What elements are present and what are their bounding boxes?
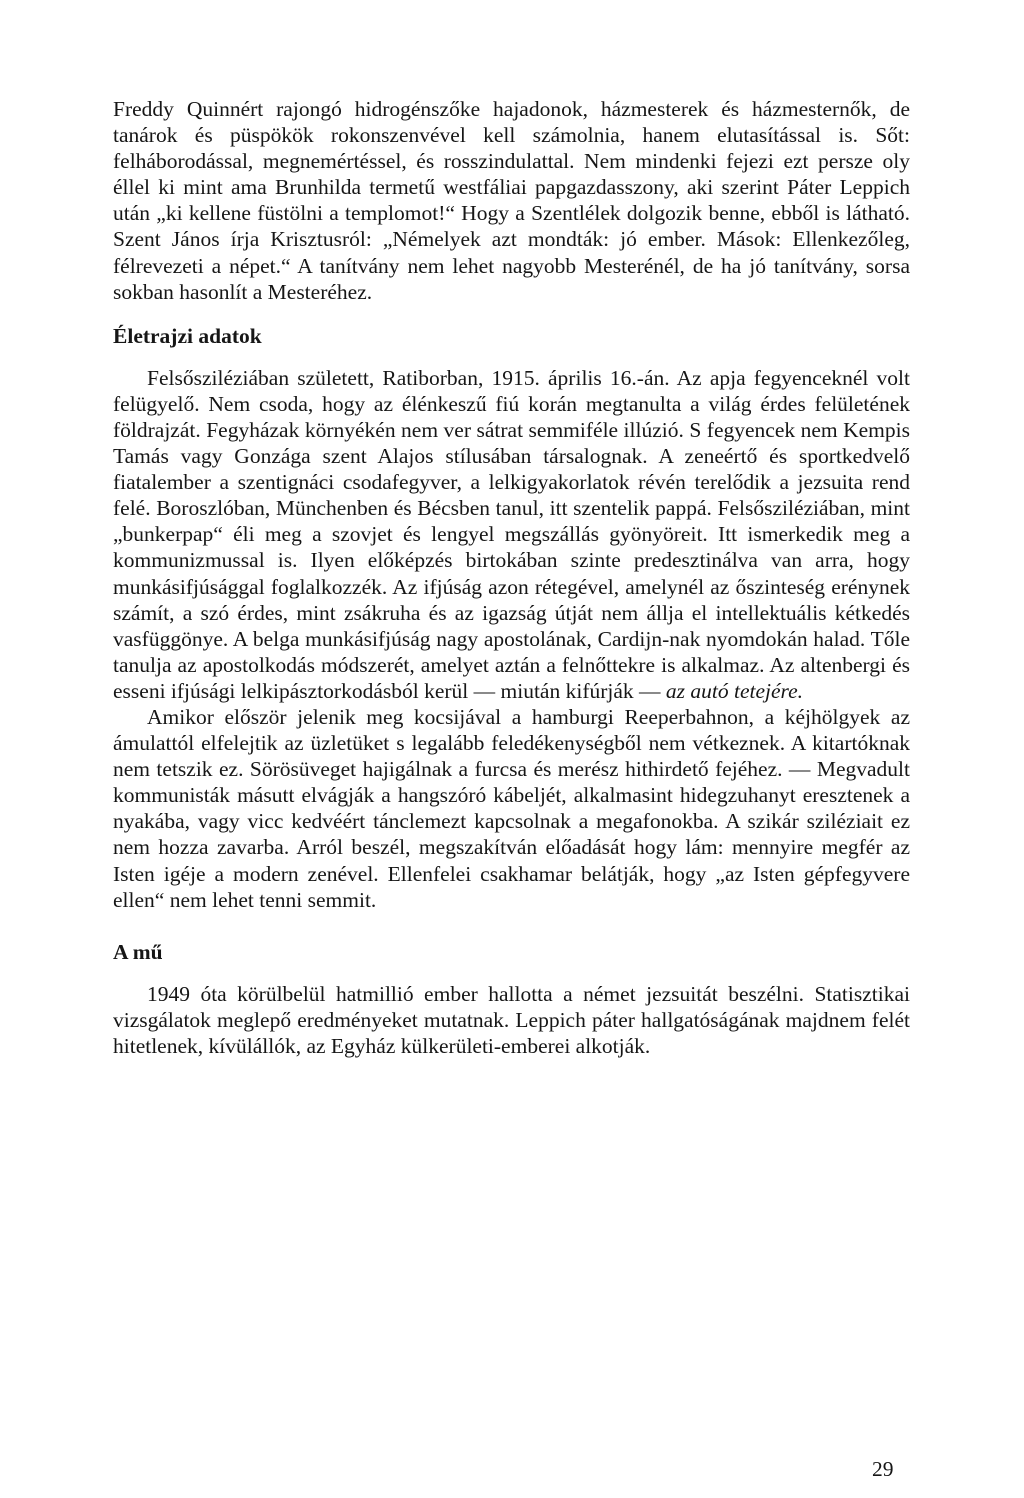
intro-paragraph: Freddy Quinnért rajongó hidrogénszőke hajadonok, házmesterek és házmesternők, de tanárok és püspökök rokonszenvével kell számolnia, hanem elutasítással is. Sőt: felháborodással, megnemértéssel, és rosszindulattal. Nem mindenki fejezi ezt persze oly éllel ki mint ama Brunhilda termetű westfáliai papgazdasszony, aki szerint Páter Leppich után „ki kellene füstölni a templomot!“ Hogy a Szentlélek dolgozik benne, ebből is látható. Szent János írja Krisztusról: „Némelyek azt mondták: jó ember. Mások: Ellenkezőleg, félrevezeti a népet.“ A tanítvány nem lehet nagyobb Mesterénél, de ha jó tanítvány, sorsa sokban hasonlít a Mesteréhez.	[113, 97, 910, 304]
biography-paragraph-2: Amikor először jelenik meg kocsijával a hamburgi Reeperbahnon, a kéjhölgyek az ámulattól elfelejtik az üzletüket s legalább feledékenységből nem vétkeznek. A kitartóknak nem tetszik ez. Sörösüveget hajigálnak a furcsa és merész hithirdető fejéhez. — Megvadult kommunisták másutt elvágják a hangszóró kábeljét, alkalmasint hidegzuhanyt eresztenek a nyakába, vagy vicc kedvéért tánclemezt kapcsolnak a megafonokba. A szikár sziléziait ez nem hozza zavarba. Arról beszél, megszakítván előadását hogy lám: mennyire megfér az Isten igéje a modern zenével. Ellenfelei csakhamar belátják, hogy „az Isten gépfegyvere ellen“ nem lehet tenni semmit.	[113, 704, 910, 912]
page-number: 29	[872, 1457, 894, 1481]
work-paragraph-1: 1949 óta körülbelül hatmillió ember hallotta a német jezsuitát beszélni. Statisztikai vizsgálatok meglepő eredményeket mutatnak. Leppich páter hallgatóságának majdnem felét hitetlenek, kívülállók, az Egyház külkerületi-emberei alkotják.	[113, 981, 910, 1058]
book-page	[113, 96, 910, 1059]
section-heading-work: A mű	[113, 939, 163, 964]
biography-paragraph-1	[113, 365, 910, 704]
biography-paragraph-1-italic: az autó tetejére.	[665, 678, 804, 703]
section-heading-biography: Életrajzi adatok	[113, 323, 262, 348]
biography-paragraph-1-text: Felsősziléziában született, Ratiborban, 1915. április 16.-án. Az apja fegyenceknél volt felügyelő. Nem csoda, hogy az élénkeszű fiú korán megtanulta a világ érdes felületének földrajzát. Fegyházak környékén nem ver sátrat semmiféle illúzió. S fegyencek nem Kempis Tamás vagy Gonzága szent Alajos stílusában társalognak. A zeneértő és sportkedvelő fiatalember a szentignáci csodafegyver, a lelkigyakorlatok révén terelődik a jezsuita rend felé. Boroszlóban, Münchenben és Bécsben tanul, itt szentelik pappá. Felsősziléziában, mint „bunkerpap“ éli meg a szovjet és lengyel megszállás gyönyöreit. Itt ismerkedik meg a kommunizmussal is. Ilyen előképzés birtokában szinte predesztinálva van arra, hogy munkásifjúsággal foglalkozzék. Az ifjúság azon rétegével, amelynél az őszinteség erénynek számít, a szó érdes, mint zsákruha és az igazság útját nem állja el intellektuális kétkedés vasfüggönye. A belga munkásifjúság nagy apostolának, Cardijn-nak nyomdokán halad. Tőle tanulja az apostolkodás módszerét, amelyet aztán a felnőttekre is alkalmaz. Az altenbergi és esseni ifjúsági lelkipásztorkodásból kerül — miután kifúrják —	[113, 365, 910, 703]
